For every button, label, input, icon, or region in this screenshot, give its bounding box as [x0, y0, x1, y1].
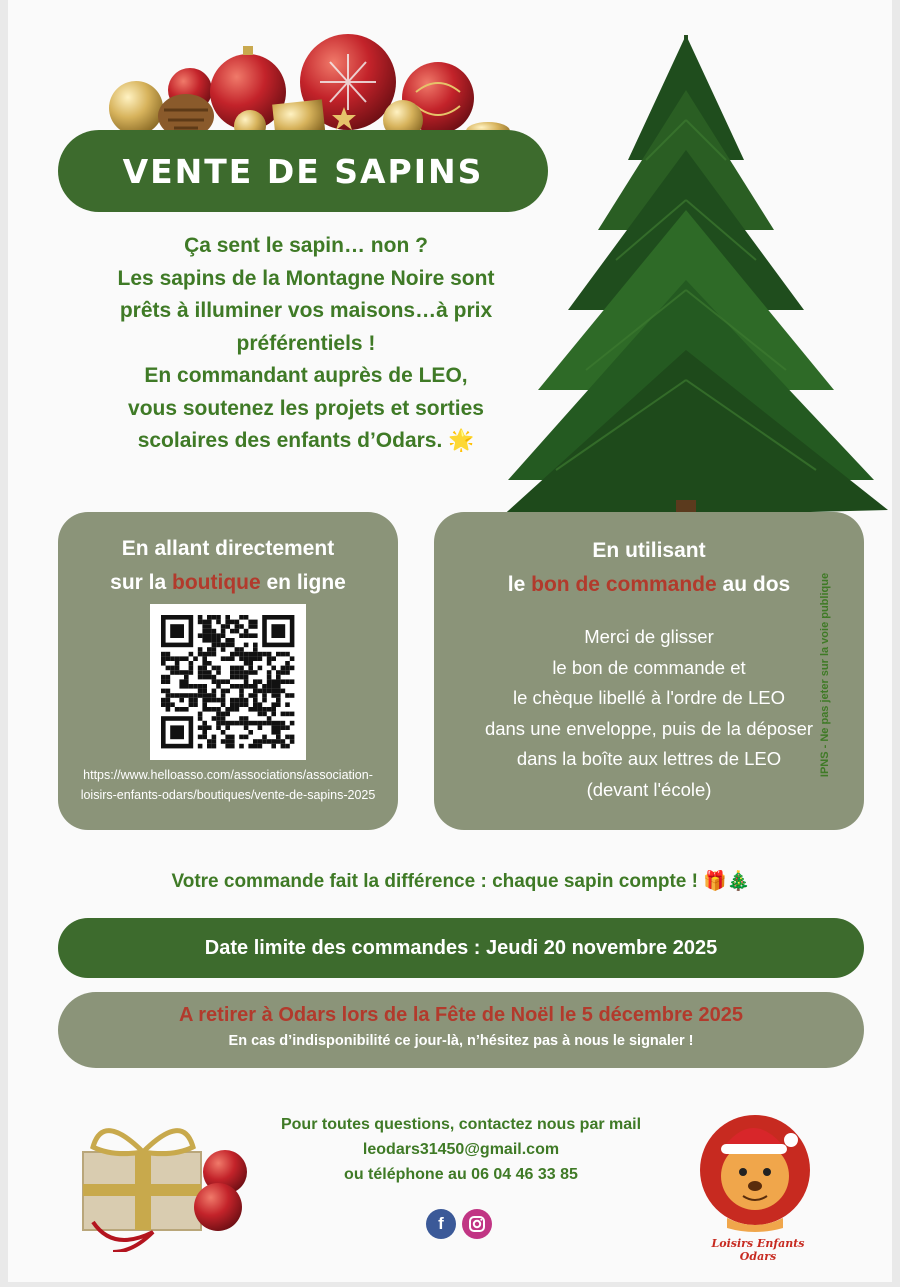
order-card-line2-pre: le: [507, 573, 532, 596]
online-card-line1: En allant directement: [121, 537, 335, 560]
christmas-tree-image: [498, 30, 888, 525]
instruction-line: dans la boîte aux lettres de LEO: [516, 748, 782, 769]
pickup-title: A retirer à Odars lors de la Fête de Noël le 5 décembre 2025: [179, 1004, 743, 1026]
instruction-line: le chèque libellé à l'ordre de LEO: [513, 687, 785, 708]
page-title: VENTE DE SAPINS: [122, 151, 484, 191]
deadline-banner: [58, 918, 864, 978]
contact-email[interactable]: leodars31450@gmail.com: [362, 1141, 560, 1158]
qr-code-image: [150, 604, 306, 760]
qr-code[interactable]: [150, 604, 306, 760]
shop-link[interactable]: boutique: [172, 571, 261, 594]
order-card-line2: [434, 568, 864, 602]
intro-line: vous soutenez les projets et sorties: [128, 396, 484, 420]
order-instructions: [434, 622, 864, 805]
logo-text: Loisirs Enfants Odars: [711, 1237, 805, 1263]
intro-line: Les sapins de la Montagne Noire sont: [117, 266, 495, 290]
instagram-icon[interactable]: [462, 1209, 492, 1239]
online-card-line2: [58, 566, 398, 600]
instruction-line: Merci de glisser: [584, 626, 714, 647]
leo-lion-logo: [693, 1100, 823, 1240]
intro-text: [68, 230, 544, 458]
order-form-highlight: bon de commande: [531, 573, 717, 596]
intro-line: En commandant auprès de LEO,: [144, 364, 468, 387]
christmas-ornaments-image: [98, 32, 518, 144]
contact-line1: Pour toutes questions, contactez nous par mail: [280, 1116, 642, 1133]
flyer-page: [8, 0, 892, 1282]
pickup-banner: [58, 992, 864, 1068]
contact-phone[interactable]: ou téléphone au 06 04 46 33 85: [344, 1166, 578, 1183]
facebook-icon[interactable]: f: [426, 1209, 456, 1239]
shop-url[interactable]: https://www.helloasso.com/associations/association-loisirs-enfants-odars/boutiques/vente-de-sapins-2025: [80, 768, 376, 802]
intro-line: Ça sent le sapin… non ?: [184, 234, 428, 257]
instruction-line: dans une enveloppe, puis de la déposer: [484, 717, 814, 739]
instruction-line: (devant l'école): [586, 778, 712, 800]
online-shop-card: [58, 512, 398, 830]
social-links: [426, 1209, 492, 1239]
gift-ornaments-image: [73, 1112, 253, 1252]
pickup-subtitle: En cas d’indisponibilité ce jour-là, n’hésitez pas à nous le signaler !: [228, 1033, 694, 1049]
intro-line: préférentiels !: [236, 331, 376, 355]
order-card-line1: En utilisant: [592, 539, 706, 562]
title-banner: [58, 130, 548, 212]
tagline: Votre commande fait la différence : chaque sapin compte ! 🎁🎄: [171, 871, 751, 892]
online-card-line2-pre: sur la: [110, 571, 173, 594]
intro-line: scolaires des enfants d’Odars. 🌟: [137, 429, 475, 452]
ipns-side-note: IPNS - Ne pas jeter sur la voie publique: [819, 572, 831, 778]
order-card-line2-post: au dos: [716, 573, 791, 596]
intro-line: prêts à illuminer vos maisons…à prix: [119, 299, 493, 322]
contact-info: [233, 1112, 689, 1187]
instruction-line: le bon de commande et: [552, 656, 746, 678]
order-form-card: [434, 512, 864, 830]
deadline-text: Date limite des commandes : Jeudi 20 novembre 2025: [204, 936, 718, 959]
online-card-line2-post: en ligne: [260, 571, 346, 594]
